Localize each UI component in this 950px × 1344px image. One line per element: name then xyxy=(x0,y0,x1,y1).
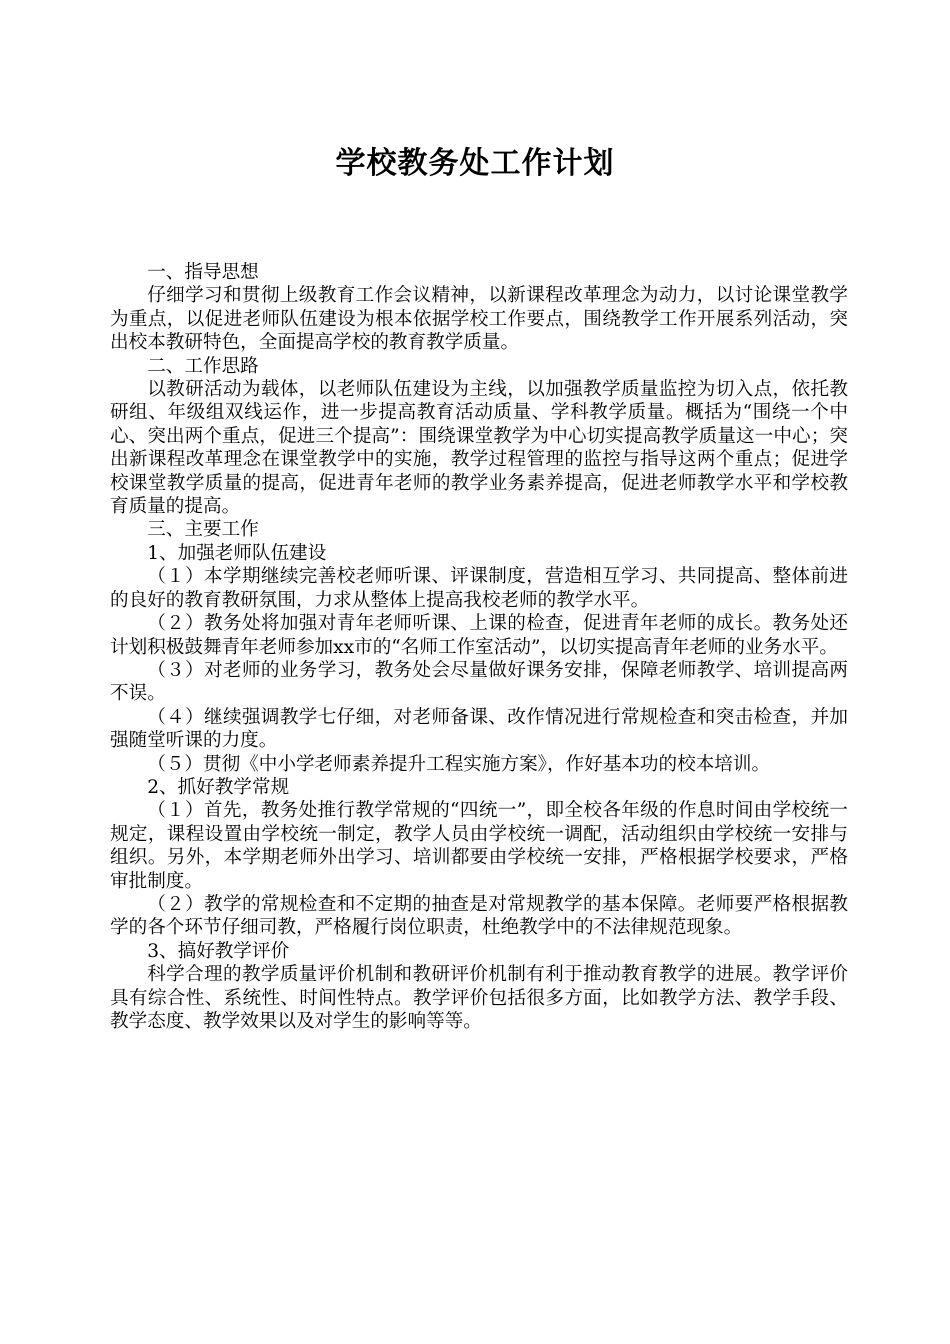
list-item: （２）教学的常规检查和不定期的抽查是对常规教学的基本保障。老师要严格根据教学的各个环节仔细司教，严格履行岗位职责，杜绝教学中的不法律规范现象。 xyxy=(110,893,848,939)
heading-work-approach: 二、工作思路 xyxy=(147,355,259,377)
list-item: （５）贯彻《中小学老师素养提升工程实施方案》，作好基本功的校本培训。 xyxy=(147,753,771,775)
heading-main-work: 三、主要工作 xyxy=(147,519,259,541)
list-item: （１）本学期继续完善校老师听课、评课制度，营造相互学习、共同提高、整体前进的良好的教育教研氛围，力求从整体上提高我校老师的教学水平。 xyxy=(110,566,848,611)
list-item: （４）继续强调教学七仔细，对老师备课、改作情况进行常规检查和突击检查，并加强随堂听课的力度。 xyxy=(110,706,848,752)
document-body xyxy=(110,261,848,1033)
document-title: 学校教务处工作计划 xyxy=(335,146,615,181)
paragraph: 仔细学习和贯彻上级教育工作会议精神，以新课程改革理念为动力，以讨论课堂教学为重点，以促进老师队伍建设为根本依据学校工作要点，围绕教学工作开展系列活动，突出校本教研特色，全面提高学校的教育教学质量。 xyxy=(110,285,848,354)
list-item: （２）教务处将加强对青年老师听课、上课的检查，促进青年老师的成长。教务处还计划积极鼓舞青年老师参加xx市的“名师工作室活动”，以切实提高青年老师的业务水平。 xyxy=(110,613,848,658)
subheading-teaching-routine: 2、抓好教学常规 xyxy=(147,776,290,798)
subheading-teaching-evaluation: 3、搞好教学评价 xyxy=(147,940,290,962)
paragraph: 科学合理的教学质量评价机制和教研评价机制有利于推动教育教学的进展。教学评价具有综合性、系统性、时间性特点。教学评价包括很多方面，比如教学方法、教学手段、教学态度、教学效果以及对学生的影响等等。 xyxy=(110,964,848,1032)
subheading-teacher-team: 1、加强老师队伍建设 xyxy=(147,542,327,564)
list-item: （３）对老师的业务学习，教务处会尽量做好课务安排，保障老师教学、培训提高两不误。 xyxy=(110,659,848,705)
list-item: （１）首先，教务处推行教学常规的“四统一”，即全校各年级的作息时间由学校统一规定，课程设置由学校统一制定，教学人员由学校统一调配，活动组织由学校统一安排与组织。另外，本学期老师外出学习、培训都要由学校统一安排，严格根据学校要求，严格审批制度。 xyxy=(110,800,848,892)
paragraph: 以教研活动为载体，以老师队伍建设为主线，以加强教学质量监控为切入点，依托教研组、年级组双线运作，进一步提高教育活动质量、学科教学质量。概括为“围绕一个中心、突出两个重点，促进三个提高”：围绕课堂教学为中心切实提高教学质量这一中心；突出新课程改革理念在课堂教学中的实施，教学过程管理的监控与指导这两个重点；促进学校课堂教学质量的提高，促进青年老师的教学业务素养提高，促进老师教学水平和学校教育质量的提高。 xyxy=(110,379,848,518)
heading-guiding-ideology: 一、指导思想 xyxy=(147,262,259,283)
